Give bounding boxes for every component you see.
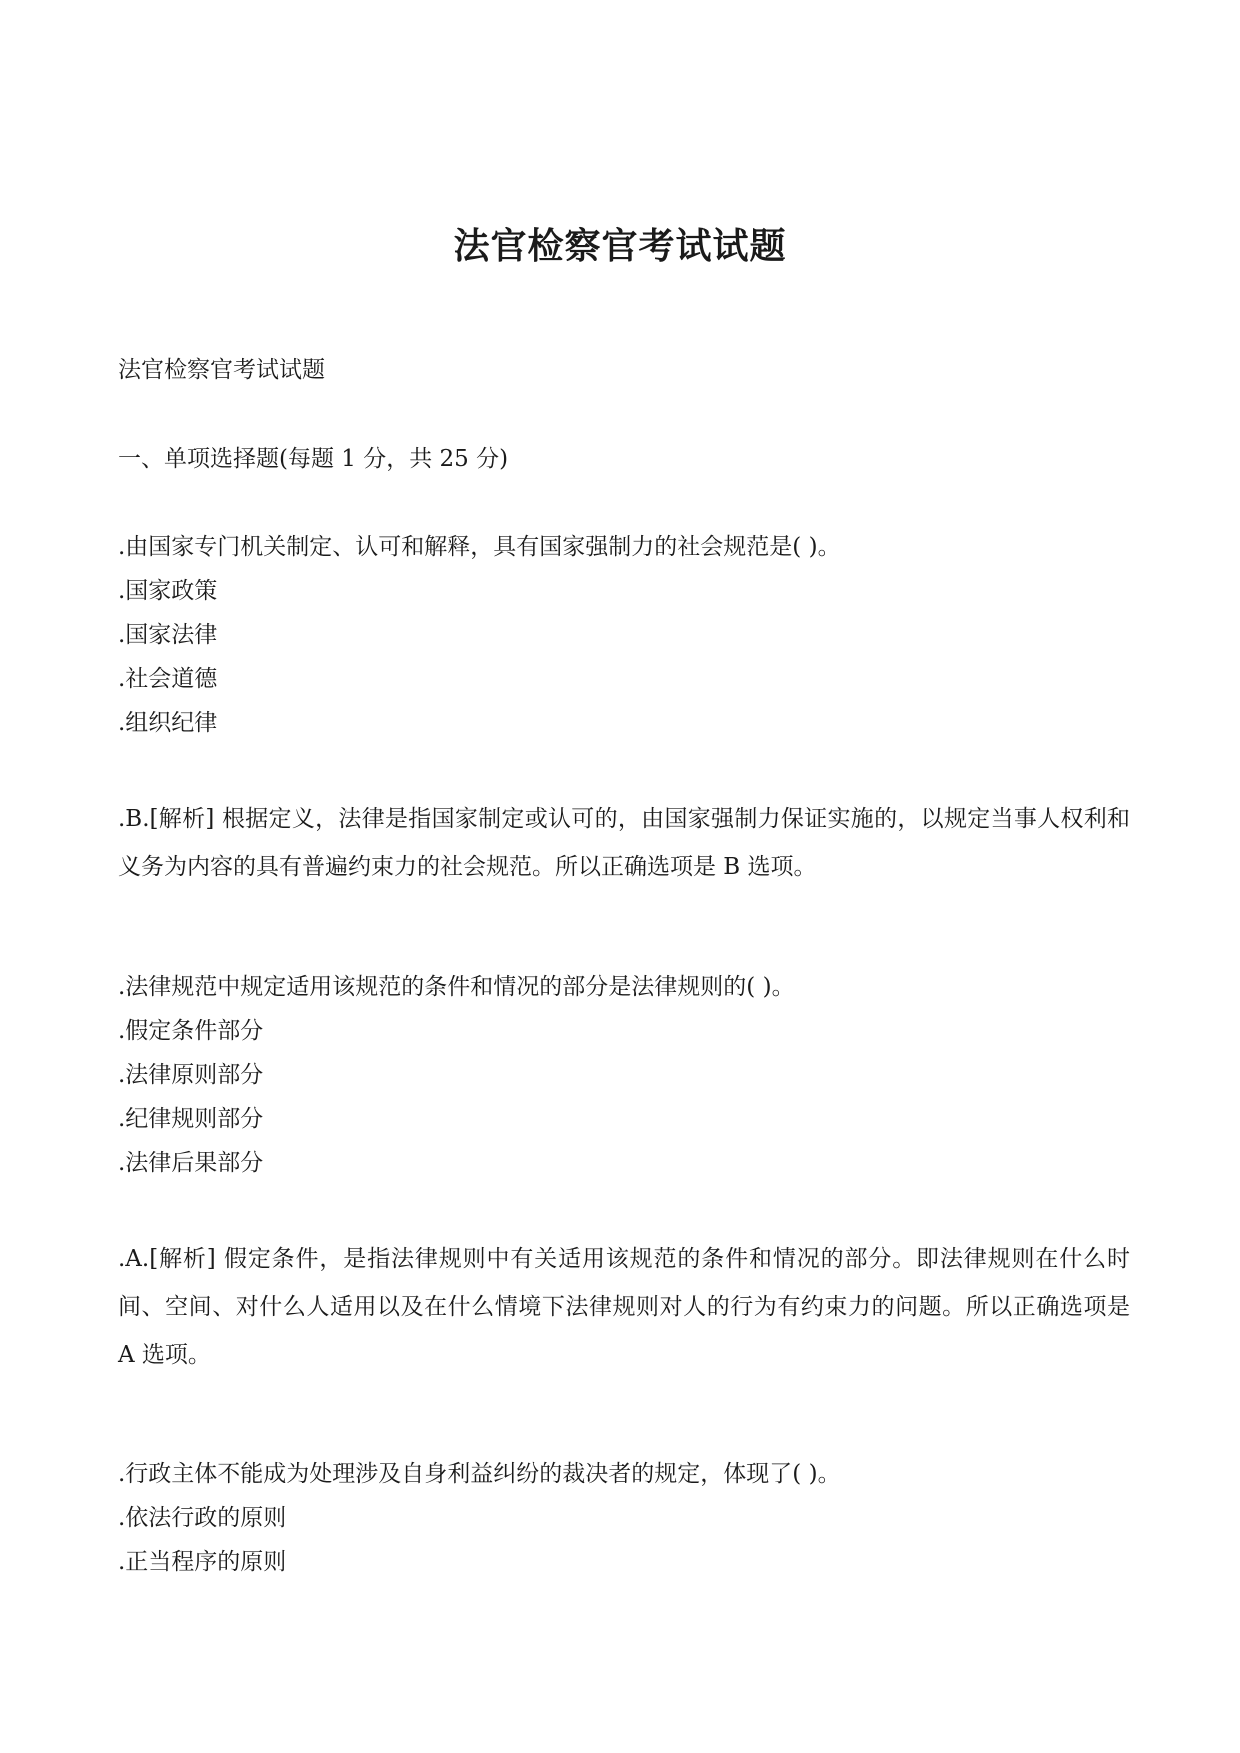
section-heading: 一、单项选择题(每题 1 分，共 25 分)	[118, 446, 509, 472]
question-option: .假定条件部分	[118, 1018, 264, 1044]
question-option: .社会道德	[118, 666, 218, 692]
question-option: .纪律规则部分	[118, 1106, 264, 1132]
answer-explanation: .B.[解析] 根据定义，法律是指国家制定或认可的，由国家强制力保证实施的，以规定当事人权利和义务为内容的具有普遍约束力的社会规范。所以正确选项是 B 选项。	[118, 806, 1130, 880]
question-stem: .行政主体不能成为处理涉及自身利益纠纷的裁决者的规定，体现了( )。	[118, 1461, 841, 1487]
question-stem: .由国家专门机关制定、认可和解释，具有国家强制力的社会规范是( )。	[118, 534, 841, 560]
question-option: .依法行政的原则	[118, 1505, 287, 1531]
answer-explanation: .A.[解析] 假定条件，是指法律规则中有关适用该规范的条件和情况的部分。即法律规则在什么时间、空间、对什么人适用以及在什么情境下法律规则对人的行为有约束力的问题。所以正确选项是 A 选项。	[118, 1246, 1130, 1368]
question-option: .国家法律	[118, 622, 218, 648]
question-option: .法律原则部分	[118, 1062, 264, 1088]
question-option: .正当程序的原则	[118, 1549, 287, 1575]
document-subtitle: 法官检察官考试试题	[118, 357, 325, 383]
question-stem: .法律规范中规定适用该规范的条件和情况的部分是法律规则的( )。	[118, 974, 795, 1000]
question-option: .组织纪律	[118, 710, 218, 736]
question-option: .法律后果部分	[118, 1150, 264, 1176]
question-option: .国家政策	[118, 578, 218, 604]
document-title: 法官检察官考试试题	[453, 225, 787, 267]
